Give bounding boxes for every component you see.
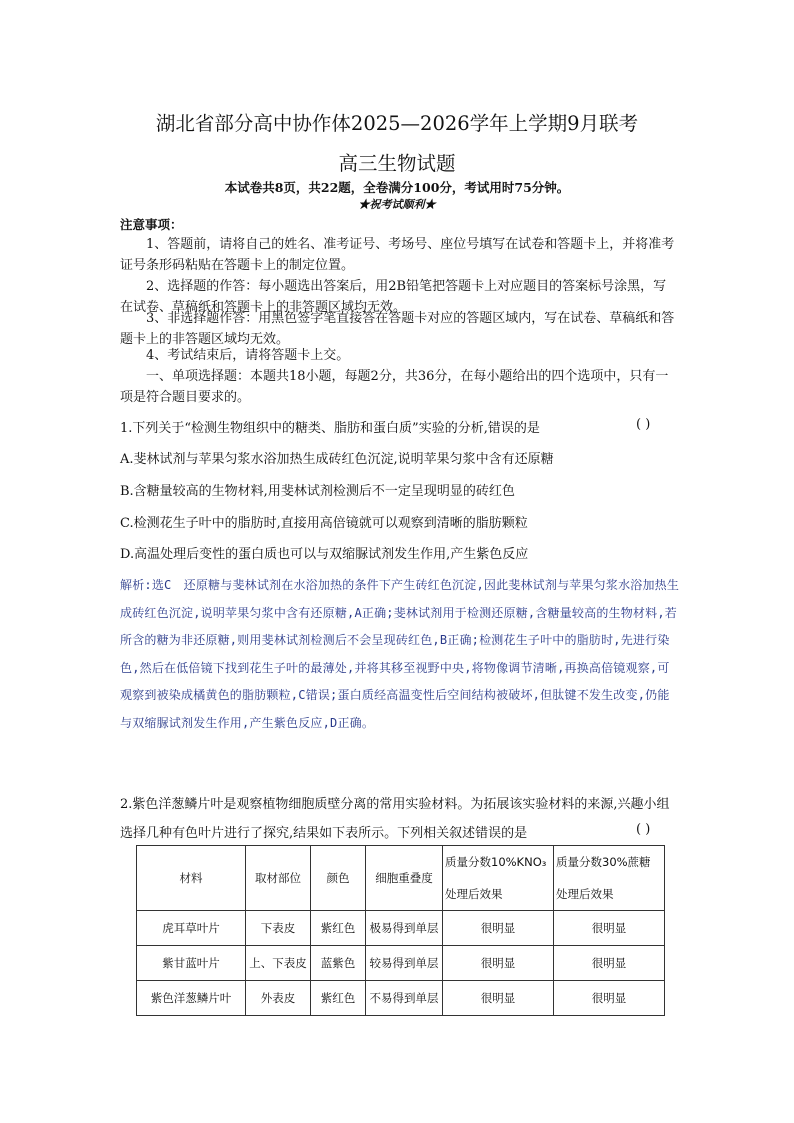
table-cell: 蓝紫色 [311,946,366,981]
table-cell: 很明显 [443,911,554,946]
table-cell: 紫红色 [311,911,366,946]
notice-item-1: 1、答题前，请将自己的姓名、准考证号、考场号、座位号填写在试卷和答题卡上，并将准考证号条形码粘贴在答题卡上的制定位置。 [120,237,675,273]
table-header-cell: 颜色 [311,846,366,911]
table-cell: 上、下表皮 [246,946,311,981]
table-cell: 外表皮 [246,981,311,1016]
question-1-option-c: C.检测花生子叶中的脂肪时,直接用高倍镜就可以观察到清晰的脂肪颗粒 [120,516,528,531]
table-cell: 紫红色 [311,981,366,1016]
exam-info: 本试卷共8页，共22题，全卷满分100分，考试用时75分钟。 [224,180,570,195]
table-header-cell: 质量分数30%蔗糖处理后效果 [554,846,665,911]
table-header-cell: 取材部位 [246,846,311,911]
table-cell: 不易得到单层 [366,981,443,1016]
table-header-row [137,846,665,911]
table-cell: 很明显 [554,946,665,981]
exam-wish: ★祝考试顺利★ [358,198,436,211]
table-cell: 虎耳草叶片 [137,911,246,946]
question-2-answer-paren: ( ) [636,822,651,837]
table-cell: 很明显 [443,946,554,981]
table-row [137,911,665,946]
section-intro: 一、单项选择题：本题共18小题，每题2分，共36分，在每小题给出的四个选项中，只有一项是符合题目要求的。 [120,369,669,405]
table-cell: 很明显 [443,981,554,1016]
question-2-table [136,845,665,1016]
question-1-option-b: B.含糖量较高的生物材料,用斐林试剂检测后不一定呈现明显的砖红色 [120,484,515,499]
table-cell: 极易得到单层 [366,911,443,946]
table-cell: 很明显 [554,911,665,946]
notice-heading: 注意事项： [120,217,183,232]
exam-subtitle: 高三生物试题 [338,152,456,175]
exam-title: 湖北省部分高中协作体2025—2026学年上学期9月联考 [155,112,639,135]
notice-item-4: 4、考试结束后，请将答题卡上交。 [146,348,350,363]
table-row [137,946,665,981]
table-header-cell: 材料 [137,846,246,911]
notice-item-2: 2、选择题的作答：每小题选出答案后，用2B铅笔把答题卡上对应题目的答案标号涂黑，写在试卷、草稿纸和答题卡上的非答题区域均无效。 [120,279,667,315]
question-1-stem: 1.下列关于“检测生物组织中的糖类、脂肪和蛋白质”实验的分析,错误的是 [120,421,540,436]
table-row [137,981,665,1016]
table-cell: 紫色洋葱鳞片叶 [137,981,246,1016]
question-1-option-a: A.斐林试剂与苹果匀浆水浴加热生成砖红色沉淀,说明苹果匀浆中含有还原糖 [120,452,554,467]
question-1-analysis: 解析:选C 还原糖与斐林试剂在水浴加热的条件下产生砖红色沉淀,因此斐林试剂与苹果匀浆水浴加热生成砖红色沉淀,说明苹果匀浆中含有还原糖,A正确;斐林试剂用于检测还原糖,含糖量较高的生物材料,若所含的糖为非还原糖,则用斐林试剂检测后不会呈现砖红色,B正确;检测花生子叶中的脂肪时,先进行染色,然后在低倍镜下找到花生子叶的最薄处,并将其移至视野中央,将物像调节清晰,再换高倍镜观察,可观察到被染成橘黄色的脂肪颗粒,C错误;蛋白质经高温变性后空间结构被破坏,但肽键不发生改变,仍能与双缩脲试剂发生作用,产生紫色反应,D正确。 [120,578,680,730]
table-cell: 较易得到单层 [366,946,443,981]
table-header-cell: 细胞重叠度 [366,846,443,911]
notice-item-3: 3、非选择题作答：用黑色签字笔直接答在答题卡对应的答题区域内，写在试卷、草稿纸和答题卡上的非答题区域均无效。 [120,311,675,347]
question-1-answer-paren: ( ) [636,417,651,432]
table-cell: 很明显 [554,981,665,1016]
question-2-stem: 2.紫色洋葱鳞片叶是观察植物细胞质壁分离的常用实验材料。为拓展该实验材料的来源,兴趣小组选择几种有色叶片进行了探究,结果如下表所示。下列相关叙述错误的是 [120,797,670,841]
question-1-option-d: D.高温处理后变性的蛋白质也可以与双缩脲试剂发生作用,产生紫色反应 [120,547,529,562]
table-cell: 下表皮 [246,911,311,946]
table-header-cell: 质量分数10%KNO₃处理后效果 [443,846,554,911]
table-cell: 紫甘蓝叶片 [137,946,246,981]
